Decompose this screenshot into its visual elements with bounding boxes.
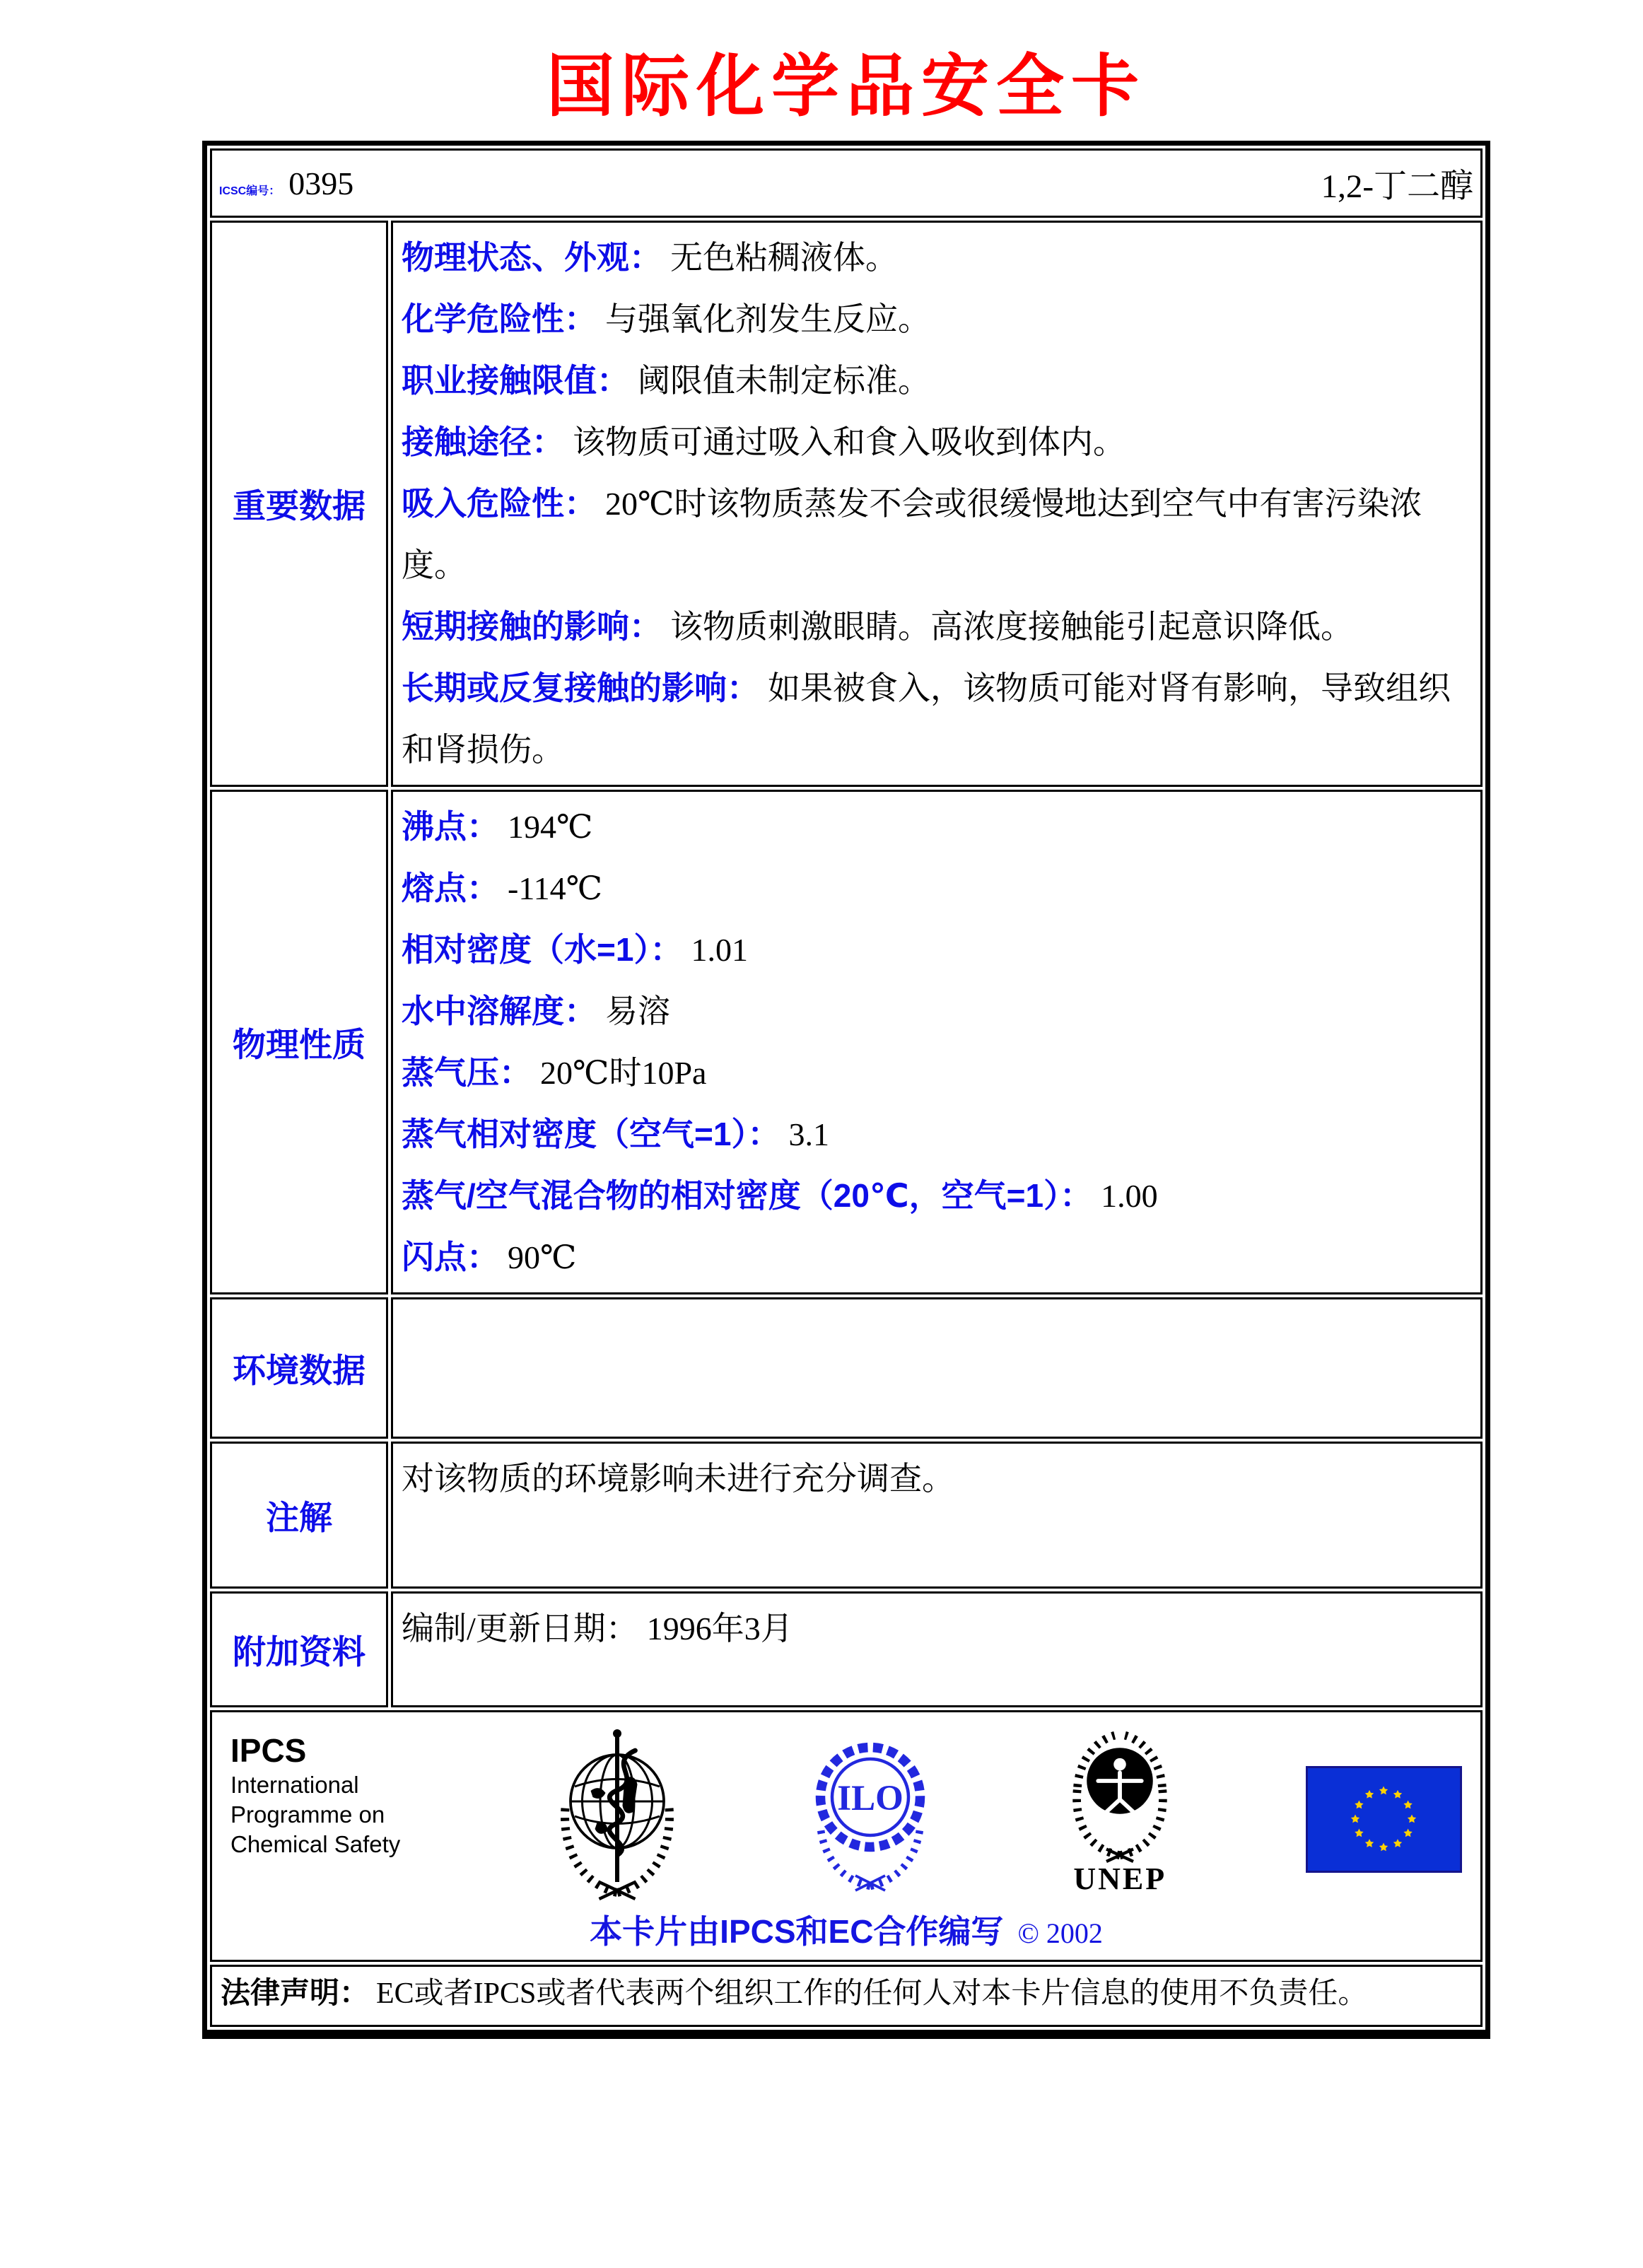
section-content-important-data	[391, 221, 1483, 787]
footer-caption-row	[230, 1906, 1462, 1953]
item-label: 水中溶解度：	[402, 993, 597, 1029]
section-label-physical-properties: 物理性质	[210, 790, 388, 1294]
item-value: -114℃	[508, 870, 603, 906]
data-line	[402, 288, 1470, 350]
item-value: 20℃时10Pa	[540, 1055, 707, 1091]
item-label: 蒸气/空气混合物的相对密度（20℃，空气=1）：	[402, 1177, 1093, 1214]
item-label: 蒸气相对密度（空气=1）：	[402, 1116, 780, 1152]
item-label: 相对密度（水=1）：	[402, 931, 683, 968]
data-line	[402, 981, 1470, 1042]
item-label: 闪点：	[402, 1239, 499, 1275]
item-label: 沸点：	[402, 808, 499, 845]
ipcs-title: IPCS	[230, 1732, 307, 1769]
item-value: 1.01	[691, 932, 748, 968]
legal-row	[210, 1965, 1483, 2027]
section-content-environmental-data	[391, 1297, 1483, 1439]
item-value: 1.00	[1101, 1178, 1158, 1214]
item-label: 熔点：	[402, 870, 499, 906]
data-line	[402, 411, 1470, 473]
item-label: 长期或反复接触的影响：	[402, 670, 759, 706]
item-value: 3.1	[788, 1116, 829, 1152]
item-label: 短期接触的影响：	[402, 608, 662, 645]
ilo-logo-icon	[806, 1725, 935, 1895]
icsc-number-group	[219, 165, 353, 202]
data-line	[402, 1165, 1470, 1227]
item-value: 易溶	[605, 993, 670, 1029]
item-value: 20℃时该物质蒸发不会或很缓慢地达到空气中有害污染浓度。	[402, 486, 1422, 583]
data-line	[402, 596, 1470, 657]
item-value: 如果被食入，该物质可能对肾有影响，导致组织和肾损伤。	[402, 670, 1451, 768]
section-content-additional-info	[391, 1591, 1483, 1707]
item-value: 194℃	[508, 809, 593, 845]
section-content-notes	[391, 1442, 1483, 1589]
data-line	[402, 657, 1470, 781]
data-line	[402, 858, 1470, 919]
ipcs-subtitle-line: International	[230, 1772, 359, 1798]
ipcs-subtitle-line: Programme on	[230, 1801, 385, 1828]
ipcs-subtitle-line: Chemical Safety	[230, 1831, 401, 1857]
data-line	[402, 919, 1470, 981]
item-label: 吸入危险性：	[402, 485, 597, 522]
footer-caption: 本卡片由IPCS和EC合作编写	[590, 1913, 1004, 1950]
section-label-important-data: 重要数据	[210, 221, 388, 787]
item-label: 接触途径：	[402, 423, 564, 460]
item-label: 蒸气压：	[402, 1054, 532, 1091]
card-table	[202, 141, 1490, 2039]
data-line	[402, 473, 1470, 596]
update-date-label: 编制/更新日期：	[402, 1611, 638, 1647]
eu-flag-icon	[1306, 1766, 1462, 1873]
section-content-physical-properties	[391, 790, 1483, 1294]
ipcs-wordmark-block	[230, 1725, 428, 1859]
item-value: 无色粘稠液体。	[670, 240, 898, 276]
item-value: 该物质刺激眼睛。高浓度接触能引起意识降低。	[670, 609, 1353, 645]
unep-logo-icon	[1053, 1725, 1187, 1864]
data-line	[402, 1042, 1470, 1104]
chemical-name: 1,2-丁二醇	[1321, 168, 1473, 205]
data-line	[402, 227, 1470, 288]
section-label-additional-info: 附加资料	[210, 1591, 388, 1707]
notes-text: 对该物质的环境影响未进行充分调查。	[402, 1461, 954, 1497]
item-label: 化学危险性：	[402, 300, 597, 337]
unep-logo-block	[1053, 1725, 1187, 1897]
data-line	[402, 1227, 1470, 1288]
ilo-letters: ILO	[836, 1779, 904, 1818]
item-label: 职业接触限值：	[402, 362, 629, 399]
icsc-number-value: 0395	[288, 165, 354, 201]
header-row	[210, 148, 1483, 218]
data-line	[402, 350, 1470, 411]
section-label-notes: 注解	[210, 1442, 388, 1589]
item-label: 物理状态、外观：	[402, 239, 662, 276]
legal-label: 法律声明：	[221, 1976, 370, 2009]
legal-text: EC或者IPCS或者代表两个组织工作的任何人对本卡片信息的使用不负责任。	[376, 1977, 1368, 2010]
item-value: 与强氧化剂发生反应。	[605, 301, 930, 337]
update-date-value: 1996年3月	[646, 1611, 793, 1647]
item-value: 该物质可通过吸入和食入吸收到体内。	[573, 424, 1125, 460]
item-value: 阈限值未制定标准。	[638, 363, 930, 399]
page-title: 国际化学品安全卡	[546, 49, 1146, 124]
icsc-number-label: ICSC编号：	[219, 185, 281, 197]
logos-row	[210, 1710, 1483, 1962]
item-value: 90℃	[508, 1239, 577, 1275]
footer-copyright: © 2002	[1017, 1917, 1103, 1949]
who-logo-icon	[547, 1725, 687, 1903]
data-line	[402, 1104, 1470, 1165]
unep-label: UNEP	[1073, 1861, 1167, 1896]
section-label-environmental-data: 环境数据	[210, 1297, 388, 1439]
data-line	[402, 796, 1470, 858]
